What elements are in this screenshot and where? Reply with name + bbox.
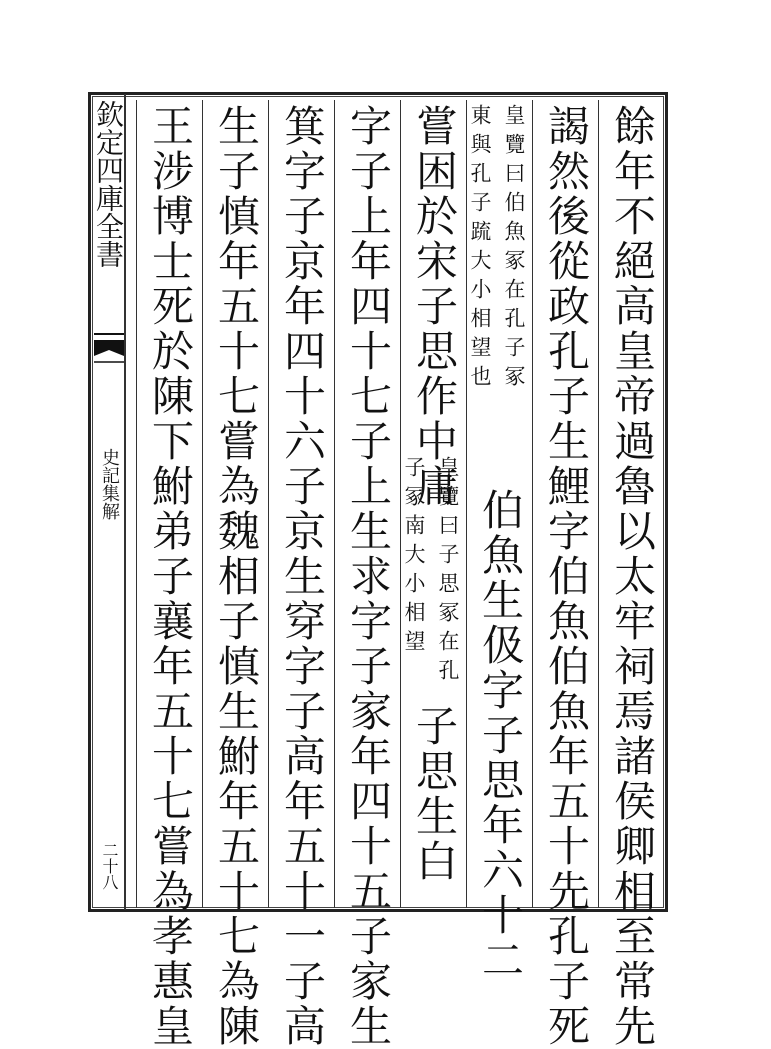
- column-text: 王涉博士死於陳下鮒弟子襄年五十七嘗為孝惠皇: [146, 104, 195, 1049]
- text-column-3: [466, 100, 532, 983]
- column-text: 箕字子京年四十六子京生穿字子高年五十一子高: [278, 104, 327, 1049]
- column-text: 生子慎年五十七嘗為魏相子慎生鮒年五十七為陳: [212, 104, 261, 1049]
- annotation-right: 皇覽曰伯魚冢在孔子冢: [502, 104, 526, 394]
- column-text: 嘗困於宋子思作中庸: [410, 104, 459, 509]
- book-title: 欽定四庫全書: [92, 100, 125, 268]
- annotation-group: [468, 104, 528, 394]
- column-text: 餘年不絕高皇帝過魯以太牢祠焉諸侯卿相至常先: [608, 104, 657, 1049]
- annotation-left: 子冢南大小相望: [402, 456, 426, 659]
- page-number: 二十八: [100, 842, 119, 890]
- text-column-6: [268, 100, 334, 1049]
- column-text: 謁然後從政孔子生鯉字伯魚伯魚年五十先孔子死: [542, 104, 591, 1049]
- column-text: 伯魚生伋字子思年六十二: [476, 488, 525, 983]
- column-text: 字子上年四十七子上生求字子家年四十五子家生: [344, 104, 393, 1049]
- section-label: 史記集解: [99, 448, 120, 520]
- text-column-1: [598, 100, 664, 1049]
- annotation-right: 皇覽曰子思冢在孔: [436, 456, 460, 688]
- fish-tail-mark-icon: [92, 330, 126, 372]
- annotation-group: [402, 456, 462, 688]
- annotation-left: 東與孔子䟽大小相望也: [468, 104, 492, 394]
- column-text: 子思生白: [410, 704, 459, 884]
- text-column-5: [334, 100, 400, 1049]
- text-column-2: [532, 100, 598, 1049]
- text-column-7: [202, 100, 268, 1049]
- text-column-8: [136, 100, 202, 1049]
- text-column-4: [400, 100, 466, 908]
